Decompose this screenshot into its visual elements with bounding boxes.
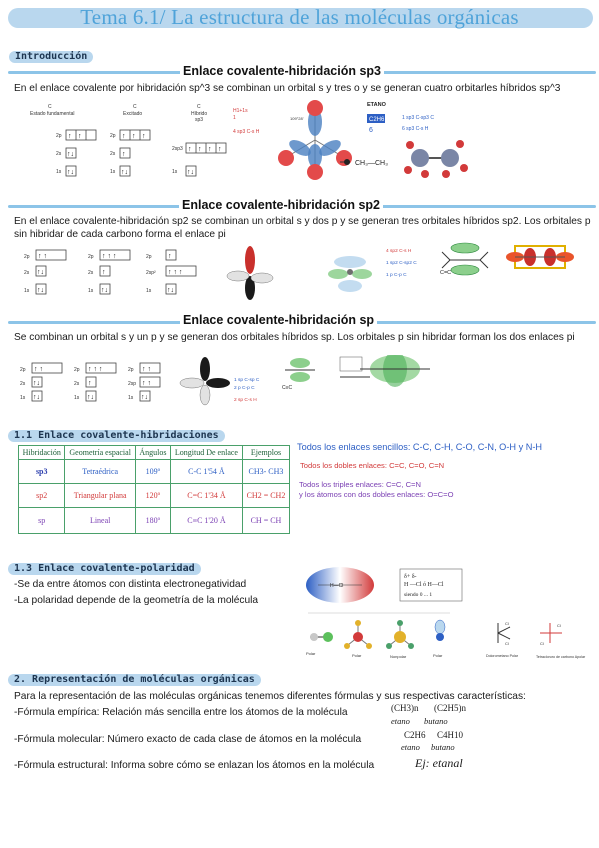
mol-label-6: Tetracloruro de carbono Apolar	[536, 655, 586, 659]
formula-molecular: -Fórmula molecular: Número exacto de cada clase de átomos en la molécula	[14, 734, 362, 745]
table-cell: sp3	[19, 460, 65, 484]
svg-text:↑: ↑	[68, 133, 72, 140]
sp-text: Se combinan un orbital s y un p y se generan dos orbitales híbridos sp. Los orbitales p sin hibridar forman los dos enlaces pi	[14, 332, 575, 343]
th-angulos: Ángulos	[135, 446, 170, 460]
th-geometria: Geometría espacial	[65, 446, 135, 460]
svg-text:↑: ↑	[168, 253, 172, 260]
svg-text:H1+1s: H1+1s	[233, 108, 248, 114]
ethane-count: 6	[369, 127, 373, 134]
mol-label-3: Nonpolar	[390, 654, 407, 659]
ch3-ch3: CH₃—CH₃	[355, 160, 388, 167]
empirica-n1: etano	[391, 716, 410, 726]
sp2-diagram	[10, 242, 590, 304]
sp3-bond-2: 6 sp3 C-s H	[402, 126, 429, 132]
s2-intro: Para la representación de las moléculas orgánicas tenemos diferentes fórmulas y sus respectivas características:	[14, 691, 526, 702]
note-triple-bonds: Todos los triples enlaces: C=C, C=N	[299, 480, 421, 489]
svg-text:1s: 1s	[24, 288, 30, 294]
table-row	[19, 484, 290, 508]
s11-pill: 1.1 Enlace covalente-hibridaciones	[8, 430, 225, 442]
svg-text:↑↓: ↑↓	[167, 287, 174, 294]
svg-text:1s: 1s	[88, 288, 94, 294]
table-cell: CH2 = CH2	[242, 484, 289, 508]
hybrid-table-header	[19, 446, 290, 460]
sp-bond-3: 2 sp C-s H	[234, 398, 257, 403]
mol-label-4: Polar	[433, 653, 443, 658]
svg-text:↑ ↑ ↑: ↑ ↑ ↑	[88, 366, 103, 373]
s13-pill: 1.3 Enlace covalente-polaridad	[8, 563, 201, 575]
svg-text:2s: 2s	[110, 151, 116, 157]
svg-text:↑ ↑ ↑: ↑ ↑ ↑	[168, 269, 183, 276]
svg-text:↑ ↑: ↑ ↑	[142, 366, 151, 373]
sp3-heading: Enlace covalente-hibridación sp3	[180, 64, 384, 78]
svg-text:Cl: Cl	[505, 641, 509, 646]
molecular-n1: etano	[401, 742, 420, 752]
svg-text:↑↓: ↑↓	[33, 380, 40, 387]
svg-text:2sp3: 2sp3	[172, 146, 183, 152]
table-cell: 120º	[135, 484, 170, 508]
svg-text:↑↓: ↑↓	[33, 394, 40, 401]
svg-text:Cl: Cl	[557, 623, 561, 628]
sp2-heading: Enlace covalente-hibridación sp2	[179, 198, 383, 212]
svg-text:Estado fundamental: Estado fundamental	[30, 111, 75, 117]
svg-text:1s: 1s	[74, 395, 80, 401]
polarity-line-2: -La polaridad depende de la geometría de la molécula	[14, 595, 259, 606]
svg-text:↑↓: ↑↓	[141, 394, 148, 401]
svg-text:2p: 2p	[20, 367, 26, 373]
svg-text:1s: 1s	[128, 395, 134, 401]
svg-text:C: C	[133, 104, 137, 110]
note-double-double: y los átomos con dos dobles enlaces: O=C=O	[299, 490, 454, 499]
svg-text:1s: 1s	[56, 169, 62, 175]
svg-text:1s: 1s	[20, 395, 26, 401]
svg-text:↑↓: ↑↓	[101, 287, 108, 294]
svg-text:↑↓: ↑↓	[37, 287, 44, 294]
svg-text:1s: 1s	[146, 288, 152, 294]
sp-bond-1: 1 sp C-sp C	[234, 378, 260, 383]
svg-text:↑: ↑	[188, 146, 192, 153]
estructural-example: Ej: etanal	[415, 756, 463, 770]
sp2-text: En el enlace covalente-hibridación sp2 se combinan un orbital s y dos p y se generan tres orbitales híbridos sp2. Los orbitales p sin hibridar de cada carbono forma el enlace pi	[14, 216, 591, 240]
svg-text:↑: ↑	[198, 146, 202, 153]
svg-text:2s: 2s	[24, 270, 30, 276]
svg-text:↑: ↑	[142, 133, 146, 140]
table-cell: 109º	[135, 460, 170, 484]
svg-text:H—Cl: H—Cl	[330, 583, 344, 589]
svg-text:2p: 2p	[24, 254, 30, 260]
svg-text:↑: ↑	[88, 380, 92, 387]
table-cell: CH3- CH3	[242, 460, 289, 484]
formula-empirica: -Fórmula empírica: Relación más sencilla entre los átomos de la molécula	[14, 707, 348, 718]
mol-label-1: Polar	[306, 651, 316, 656]
svg-text:2p: 2p	[56, 133, 62, 139]
svg-text:2s: 2s	[56, 151, 62, 157]
svg-text:2p: 2p	[88, 254, 94, 260]
svg-text:2p: 2p	[74, 367, 80, 373]
svg-text:C: C	[48, 104, 52, 110]
sp-bond-2: 2 p C-p C	[234, 386, 255, 391]
svg-text:1s: 1s	[172, 169, 178, 175]
sp3-diagram	[10, 100, 590, 200]
polarity-formula: siendo 0 ... 1	[404, 592, 433, 598]
empirica-f2: (C2H5)n	[434, 703, 466, 713]
svg-text:↑ ↑: ↑ ↑	[38, 253, 47, 260]
svg-text:↑↓: ↑↓	[67, 169, 74, 176]
table-cell: 180º	[135, 508, 170, 534]
s2-pill: 2. Representación de moléculas orgánicas	[8, 674, 261, 686]
formula-estructural: -Fórmula estructural: Informa sobre cómo se enlazan los átomos en la molécula	[14, 760, 375, 771]
svg-text:↑: ↑	[132, 133, 136, 140]
table-cell: CH = CH	[242, 508, 289, 534]
ethane-formula: C2H6	[369, 117, 385, 123]
svg-text:↑: ↑	[122, 151, 126, 158]
svg-text:↑ ↑: ↑ ↑	[34, 366, 43, 373]
svg-text:↑: ↑	[218, 146, 222, 153]
table-cell: sp2	[19, 484, 65, 508]
svg-text:sp3: sp3	[195, 117, 204, 123]
intro-pill: Introducción	[9, 51, 93, 63]
svg-text:↑: ↑	[122, 133, 126, 140]
svg-text:2sp²: 2sp²	[146, 270, 156, 276]
sp2-bond-3: 1 p C-p C	[386, 273, 407, 278]
table-cell: C=C 1'34 Å	[170, 484, 242, 508]
svg-text:1: 1	[233, 115, 236, 121]
polarity-line-1: -Se da entre átomos con distinta electronegatividad	[14, 579, 247, 590]
sp2-bond-2: 1 sp2 C-sp2 C	[386, 261, 417, 266]
svg-text:2p: 2p	[110, 133, 116, 139]
svg-text:↑ ↑ ↑: ↑ ↑ ↑	[102, 253, 117, 260]
mol-label-2: Polar	[352, 653, 362, 658]
svg-text:↑ ↑: ↑ ↑	[142, 380, 151, 387]
empirica-f1: (CH3)n	[391, 703, 419, 713]
svg-text:↑↓: ↑↓	[67, 151, 74, 158]
svg-text:Híbrido: Híbrido	[191, 111, 208, 117]
svg-text:2p: 2p	[128, 367, 134, 373]
mol-label-5: Dolorometano Polar	[486, 654, 518, 658]
table-row	[19, 460, 290, 484]
table-row	[19, 508, 290, 534]
th-longitud: Longitud De enlace	[170, 446, 242, 460]
sp3-text: En el enlace covalente por hibridación sp^3 se combinan un orbital s y tres o y se generan cuatro orbitarles híbridos sp^3	[14, 83, 561, 94]
th-ejemplos: Ejemplos	[242, 446, 289, 460]
svg-text:↑↓: ↑↓	[37, 269, 44, 276]
ethane-label: ETANO	[367, 102, 386, 108]
th-hibridacion: Hibridación	[19, 446, 65, 460]
svg-text:2s: 2s	[88, 270, 94, 276]
svg-text:1s: 1s	[110, 169, 116, 175]
sp2-bond-1: 4 sp2 C-s H	[386, 249, 412, 254]
molecular-n2: butano	[431, 742, 455, 752]
empirica-n2: butano	[424, 716, 448, 726]
svg-text:↑↓: ↑↓	[121, 169, 128, 176]
table-cell: Lineal	[65, 508, 135, 534]
polarity-diagram	[300, 565, 595, 670]
note-double-bonds: Todos los dobles enlaces: C=C, C=O, C=N	[300, 461, 445, 470]
svg-text:δ+ δ-: δ+ δ-	[404, 574, 417, 580]
svg-text:Cl: Cl	[505, 621, 509, 626]
sp3-bond-1: 1 sp3 C-sp3 C	[402, 115, 434, 121]
table-cell: sp	[19, 508, 65, 534]
svg-text:2sp: 2sp	[128, 381, 137, 387]
table-cell: C-C 1'54 Å	[170, 460, 242, 484]
svg-text:2p: 2p	[146, 254, 152, 260]
svg-text:↑↓: ↑↓	[87, 394, 94, 401]
svg-text:H —Cl ó H—Cl: H —Cl ó H—Cl	[404, 582, 444, 588]
svg-text:2s: 2s	[20, 381, 26, 387]
molecular-f2: C4H10	[437, 730, 464, 740]
svg-text:Excitado: Excitado	[123, 111, 143, 117]
table-cell: Triangular plana	[65, 484, 135, 508]
table-cell: Tetraédrica	[65, 460, 135, 484]
svg-text:↑: ↑	[78, 133, 82, 140]
svg-text:↑: ↑	[208, 146, 212, 153]
svg-text:Cl: Cl	[540, 641, 544, 646]
sp-diagram	[10, 355, 570, 407]
note-single-bonds: Todos los enlaces sencillos: C-C, C-H, C-O, C-N, O-H y N-H	[297, 442, 543, 452]
svg-text:109°28': 109°28'	[290, 116, 304, 121]
sp-cc: C≡C	[282, 385, 293, 391]
sp-heading: Enlace covalente-hibridación sp	[180, 313, 377, 327]
sp3-hybrid-note: 4 sp3 C-s H	[233, 129, 260, 135]
svg-text:↑: ↑	[102, 269, 106, 276]
hybrid-table	[18, 445, 290, 534]
sp2-cc: C=C	[440, 270, 452, 276]
page-title: Tema 6.1/ La estructura de las moléculas orgánicas	[80, 5, 519, 29]
svg-text:C: C	[197, 104, 201, 110]
table-cell: C≡C 1'20 Å	[170, 508, 242, 534]
molecular-f1: C2H6	[404, 730, 426, 740]
svg-text:↑↓: ↑↓	[187, 169, 194, 176]
svg-text:2s: 2s	[74, 381, 80, 387]
